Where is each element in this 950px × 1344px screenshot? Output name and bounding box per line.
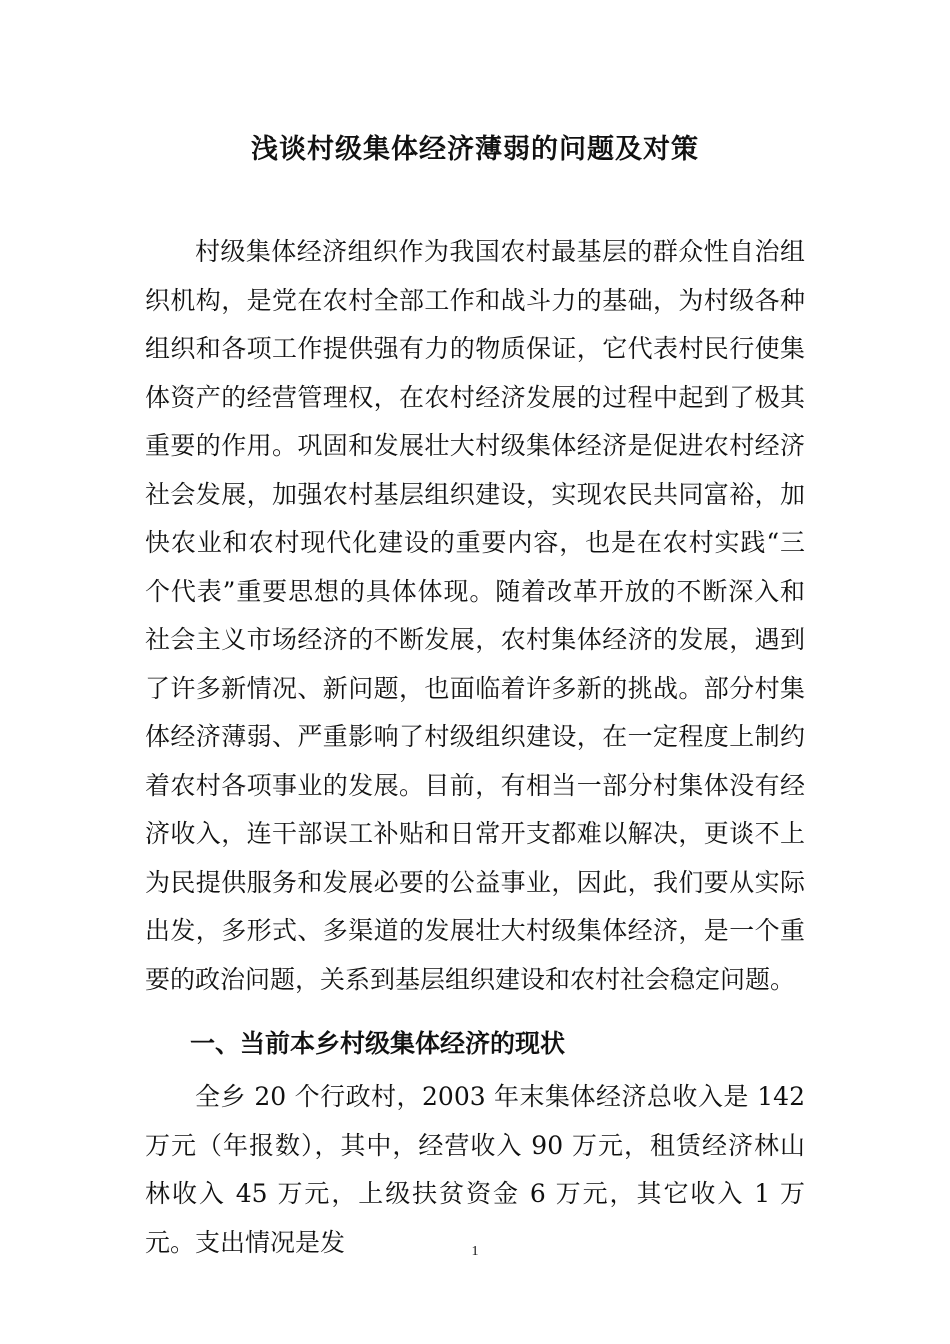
paragraph-intro: 村级集体经济组织作为我国农村最基层的群众性自治组织机构，是党在农村全部工作和战斗力的基础，为村级各种组织和各项工作提供强有力的物质保证，它代表村民行使集体资产的经营管理权，在农村经济发展的过程中起到了极其重要的作用。巩固和发展壮大村级集体经济是促进农村经济社会发展，加强农村基层组织建设，实现农民共同富裕，加快农业和农村现代化建设的重要内容，也是在农村实践“三个代表”重要思想的具体体现。随着改革开放的不断深入和社会主义市场经济的不断发展，农村集体经济的发展，遇到了许多新情况、新问题，也面临着许多新的挑战。部分村集体经济薄弱、严重影响了村级组织建设，在一定程度上制约着农村各项事业的发展。目前，有相当一部分村集体没有经济收入，连干部误工补贴和日常开支都难以解决，更谈不上为民提供服务和发展必要的公益事业，因此，我们要从实际出发，多形式、多渠道的发展壮大村级集体经济，是一个重要的政治问题，关系到基层组织建设和农村社会稳定问题。 bbox=[145, 237, 805, 994]
page-number: 1 bbox=[471, 1244, 479, 1259]
section-heading-current-status: 一、当前本乡村级集体经济的现状 bbox=[190, 1029, 566, 1058]
paragraph-current-status: 全乡 20 个行政村，2003 年末集体经济总收入是 142 万元（年报数），其中，经营收入 90 万元，租赁经济林山林收入 45 万元，上级扶贫资金 6 万元，其它收入 1 万元。支出情况是发 bbox=[145, 1082, 805, 1257]
document-title: 浅谈村级集体经济薄弱的问题及对策 bbox=[251, 134, 699, 165]
